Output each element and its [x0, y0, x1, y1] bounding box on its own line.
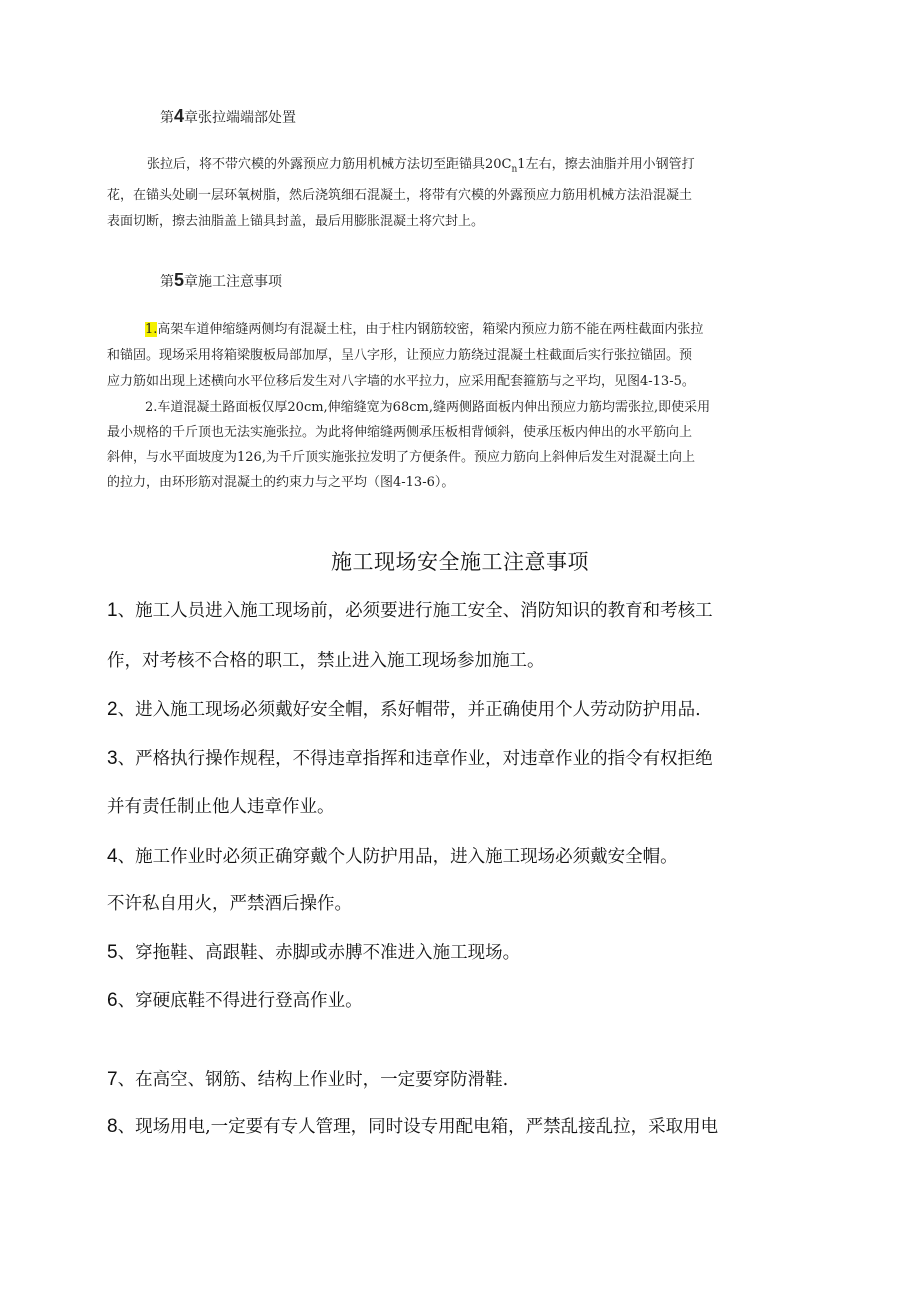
safety-line: 2、进入施工现场必须戴好安全帽，系好帽带，并正确使用个人劳动防护用品.: [107, 699, 701, 720]
safety-line: 6、穿硬底鞋不得进行登高作业。: [107, 990, 363, 1011]
paragraph-line: 张拉后，将不带穴模的外露预应力筋用机械方法切至距锚具$20C_n1$左右，擦去油脂并用小钢管打: [147, 157, 695, 175]
paragraph-line: 斜伸，与水平面坡度为126,为千斤顶实施张拉发明了方便条件。预应力筋向上斜伸后发生对混凝土向上: [107, 450, 695, 465]
safety-line: 1、施工人员进入施工现场前，必须要进行施工安全、消防知识的教育和考核工: [107, 600, 713, 621]
chapter-5-heading: [160, 270, 282, 291]
paragraph-line: 花，在锚头处刷一层环氧树脂，然后浇筑细石混凝土，将带有穴模的外露预应力筋用机械方法沿混凝土: [107, 187, 693, 203]
chapter-4-heading: [160, 106, 296, 127]
safety-title: 施工现场安全施工注意事项: [331, 550, 589, 574]
safety-line: 8、现场用电,一定要有专人管理，同时设专用配电箱，严禁乱接乱拉，采取用电: [107, 1116, 719, 1137]
chapter-4-prefix: 第: [160, 110, 174, 126]
chapter-5-number: 5: [174, 270, 185, 290]
paragraph-line: 的拉力，由环形筋对混凝土的约束力与之平均（图4-13-6）。: [107, 475, 455, 490]
paragraph-line: 表面切断，擦去油脂盖上锚具封盖，最后用膨胀混凝土将穴封上。: [107, 213, 485, 229]
chapter-4-paragraph: [107, 152, 813, 235]
safety-line: 不许私自用火，严禁酒后操作。: [107, 894, 352, 914]
safety-line: 7、在高空、钢筋、结构上作业时，一定要穿防滑鞋.: [107, 1069, 509, 1090]
safety-line: 作，对考核不合格的职工，禁止进入施工现场参加施工。: [107, 651, 545, 671]
chapter-5-item-2: [107, 395, 813, 495]
chapter-5-prefix: 第: [160, 274, 174, 290]
paragraph-line: 1.高架车道伸缩缝两侧均有混凝土柱，由于柱内钢筋较密，箱梁内预应力筋不能在两柱截面内张拉: [145, 322, 704, 337]
chapter-5-item-1: [107, 317, 813, 395]
paragraph-line: 应力筋如出现上述横向水平位移后发生对八字墙的水平拉力，应采用配套箍筋与之平均，见图4-13-5。: [107, 374, 695, 389]
chapter-4-title: 章张拉端端部处置: [184, 110, 297, 126]
safety-line: 3、严格执行操作规程，不得违章指挥和违章作业，对违章作业的指令有权拒绝: [107, 748, 713, 769]
highlighted-marker: 1.: [145, 322, 158, 337]
safety-line: 4、施工作业时必须正确穿戴个人防护用品，进入施工现场必须戴安全帽。: [107, 846, 678, 867]
paragraph-line: 和锚固。现场采用将箱梁腹板局部加厚，呈八字形，让预应力筋绕过混凝土柱截面后实行张拉锚固。预: [107, 348, 693, 363]
chapter-4-number: 4: [174, 106, 185, 126]
paragraph-line: 2.车道混凝土路面板仅厚20cm,伸缩缝宽为68cm,缝两侧路面板内伸出预应力筋均需张拉,即使采用: [145, 400, 711, 415]
chapter-5-title: 章施工注意事项: [184, 274, 283, 290]
subscript: n: [511, 164, 518, 175]
safety-line: 5、穿拖鞋、高跟鞋、赤脚或赤膊不准进入施工现场。: [107, 942, 521, 963]
paragraph-line: 最小规格的千斤顶也无法实施张拉。为此将伸缩缝两侧承压板相背倾斜，使承压板内伸出的水平筋向上: [107, 425, 693, 440]
safety-line: 并有责任制止他人违章作业。: [107, 797, 335, 817]
